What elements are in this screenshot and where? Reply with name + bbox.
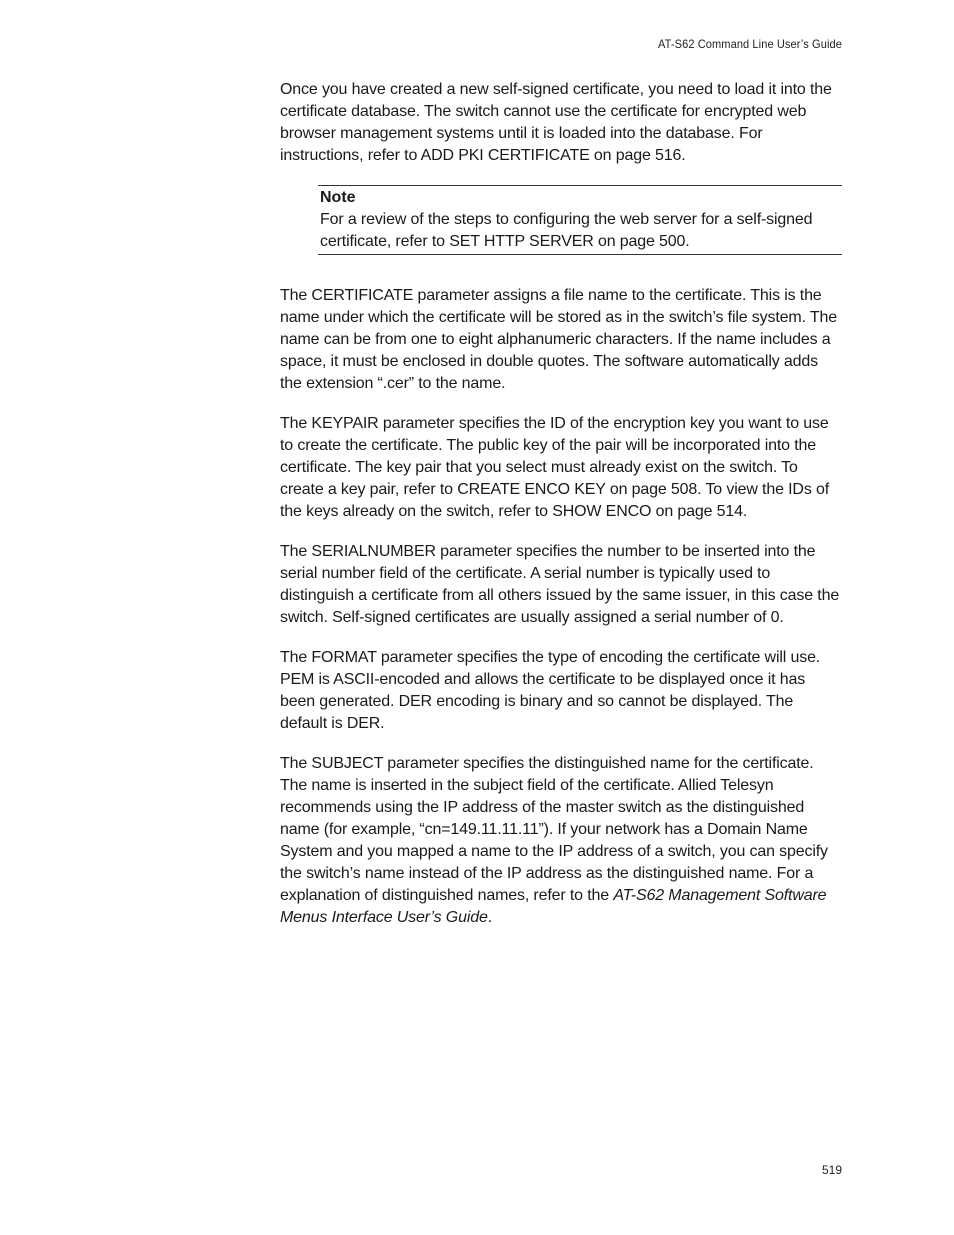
guide-reference: AT-S62 Management Software Menus Interface User’s Guide bbox=[280, 887, 827, 926]
certificate-parameter-paragraph: The CERTIFICATE parameter assigns a file name to the certificate. This is the name under which the certificate will be stored as in the switch’s file system. The name can be from one to eight alphanumeric characters. If the name includes a space, it must be enclosed in double quotes. The software automatically adds the extension “.cer” to the name. bbox=[280, 287, 837, 392]
page-number: 519 bbox=[821, 1163, 842, 1177]
subject-end: . bbox=[487, 909, 493, 926]
note-box bbox=[318, 185, 842, 255]
page-content bbox=[280, 79, 842, 947]
intro-paragraph: Once you have created a new self-signed certificate, you need to load it into the certificate database. The switch cannot use the certificate for encrypted web browser management systems until it is loaded into the database. For instructions, refer to ADD PKI CERTIFICATE on page 516. bbox=[280, 81, 832, 164]
running-header: AT-S62 Command Line User’s Guide bbox=[658, 37, 842, 51]
note-body: For a review of the steps to configuring the web server for a self-signed certificate, refer to SET HTTP SERVER on page 500. bbox=[320, 211, 813, 250]
subject-parameter-paragraph bbox=[280, 753, 842, 929]
subject-text: The SUBJECT parameter specifies the distinguished name for the certificate. The name is inserted in the subject field of the certificate. Allied Telesyn recommends using the IP address of the master switch as the distinguished name (for example, “cn=149.11.11.11”). If your network has a Domain Name System and you mapped a name to the IP address of a switch, you can specify the switch’s name instead of the IP address as the distinguished name. For a explanation of distinguished names, refer to the bbox=[280, 755, 828, 904]
serialnumber-parameter-paragraph: The SERIALNUMBER parameter specifies the number to be inserted into the serial number field of the certificate. A serial number is typically used to distinguish a certificate from all others issued by the same issuer, in this case the switch. Self-signed certificates are usually assigned a serial number of 0. bbox=[280, 543, 840, 626]
keypair-parameter-paragraph: The KEYPAIR parameter specifies the ID of the encryption key you want to use to create the certificate. The public key of the pair will be incorporated into the certificate. The key pair that you select must already exist on the switch. To create a key pair, refer to CREATE ENCO KEY on page 508. To view the IDs of the keys already on the switch, refer to SHOW ENCO on page 514. bbox=[280, 415, 830, 520]
note-title: Note bbox=[320, 189, 356, 206]
format-parameter-paragraph: The FORMAT parameter specifies the type of encoding the certificate will use. PEM is ASCII-encoded and allows the certificate to be displayed once it has been generated. DER encoding is binary and so cannot be displayed. The default is DER. bbox=[280, 649, 821, 732]
